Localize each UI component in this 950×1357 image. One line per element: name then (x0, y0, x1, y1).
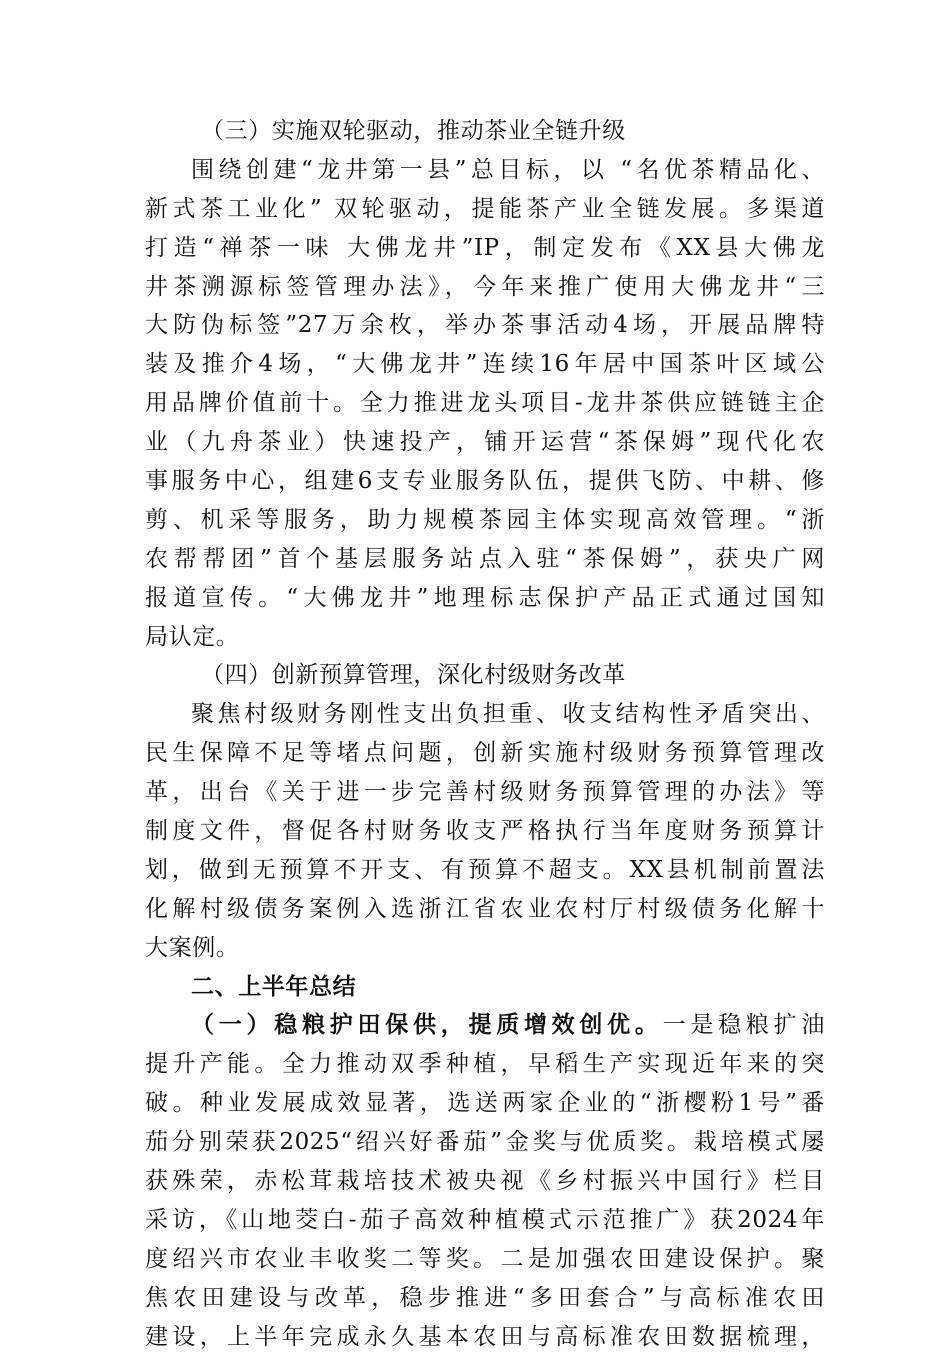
section-subheading: （四）创新预算管理，深化村级财务改革 (201, 662, 626, 689)
paragraph-line: 井茶溯源标签管理办法》，今年来推广使用大佛龙井“三 (145, 273, 825, 300)
paragraph-line: 事服务中心，组建6支专业服务队伍，提供飞防、中耕、修 (145, 468, 825, 495)
paragraph-last-line: 局认定。 (145, 623, 240, 650)
paragraph-line: 制度文件，督促各村财务收支严格执行当年度财务预算计 (145, 818, 825, 845)
section-heading: 二、上半年总结 (191, 973, 357, 1000)
paragraph-last-line: 大案例。 (145, 934, 240, 961)
paragraph-line: 化解村级债务案例入选浙江省农业农村厅村级债务化解十 (145, 895, 825, 922)
paragraph-line: 革，出台《关于进一步完善村级财务预算管理的办法》等 (145, 779, 825, 806)
paragraph-line: 民生保障不足等堵点问题，创新实施村级财务预算管理改 (145, 740, 825, 767)
lead-in-text: 一是稳粮扩油 (662, 1012, 825, 1039)
paragraph-first-line: 围绕创建“龙井第一县”总目标，以 “名优茶精品化、 (191, 156, 825, 183)
paragraph-line: 采访，《山地茭白-茄子高效种植模式示范推广》获2024年 (145, 1206, 825, 1233)
document-page (145, 112, 825, 1357)
paragraph-first-line (145, 1006, 825, 1045)
paragraph-line: 焦农田建设与改革，稳步推进“多田套合”与高标准农田 (145, 1284, 825, 1311)
paragraph-line: 建设，上半年完成永久基本农田与高标准农田数据梳理， (145, 1323, 825, 1350)
paragraph-line: 度绍兴市农业丰收奖二等奖。二是加强农田建设保护。聚 (145, 1245, 825, 1272)
paragraph-line: 打造“禅茶一味 大佛龙井”IP，制定发布《XX县大佛龙 (145, 234, 825, 261)
paragraph-line: 业（九舟茶业）快速投产，铺开运营“茶保姆”现代化农 (145, 429, 825, 456)
paragraph-line: 划，做到无预算不开支、有预算不超支。XX县机制前置法 (145, 856, 825, 883)
paragraph-line: 茄分别荣获2025“绍兴好番茄”金奖与优质奖。栽培模式屡 (145, 1129, 825, 1156)
lead-in-heading: （一）稳粮护田保供，提质增效创优。 (191, 1011, 663, 1039)
paragraph-line: 破。种业发展成效显著，选送两家企业的“浙樱粉1号”番 (145, 1090, 825, 1117)
paragraph-line: 农帮帮团”首个基层服务站点入驻“茶保姆”，获央广网 (145, 545, 825, 572)
paragraph-first-line: 聚焦村级财务刚性支出负担重、收支结构性矛盾突出、 (191, 701, 825, 728)
paragraph-line: 提升产能。全力推动双季种植，早稻生产实现近年来的突 (145, 1051, 825, 1078)
section-subheading: （三）实施双轮驱动，推动茶业全链升级 (201, 118, 626, 144)
paragraph-line: 报道宣传。“大佛龙井”地理标志保护产品正式通过国知 (145, 584, 825, 611)
paragraph-line: 剪、机采等服务，助力规模茶园主体实现高效管理。“浙 (145, 506, 825, 533)
paragraph-line: 新式茶工业化” 双轮驱动，提能茶产业全链发展。多渠道 (145, 195, 825, 222)
paragraph-line: 装及推介4场，“大佛龙井”连续16年居中国茶叶区域公 (145, 351, 825, 378)
paragraph-line: 获殊荣，赤松茸栽培技术被央视《乡村振兴中国行》栏目 (145, 1168, 825, 1195)
paragraph-line: 大防伪标签”27万余枚，举办茶事活动4场，开展品牌特 (145, 312, 825, 339)
paragraph-line: 用品牌价值前十。全力推进龙头项目-龙井茶供应链链主企 (145, 390, 825, 417)
